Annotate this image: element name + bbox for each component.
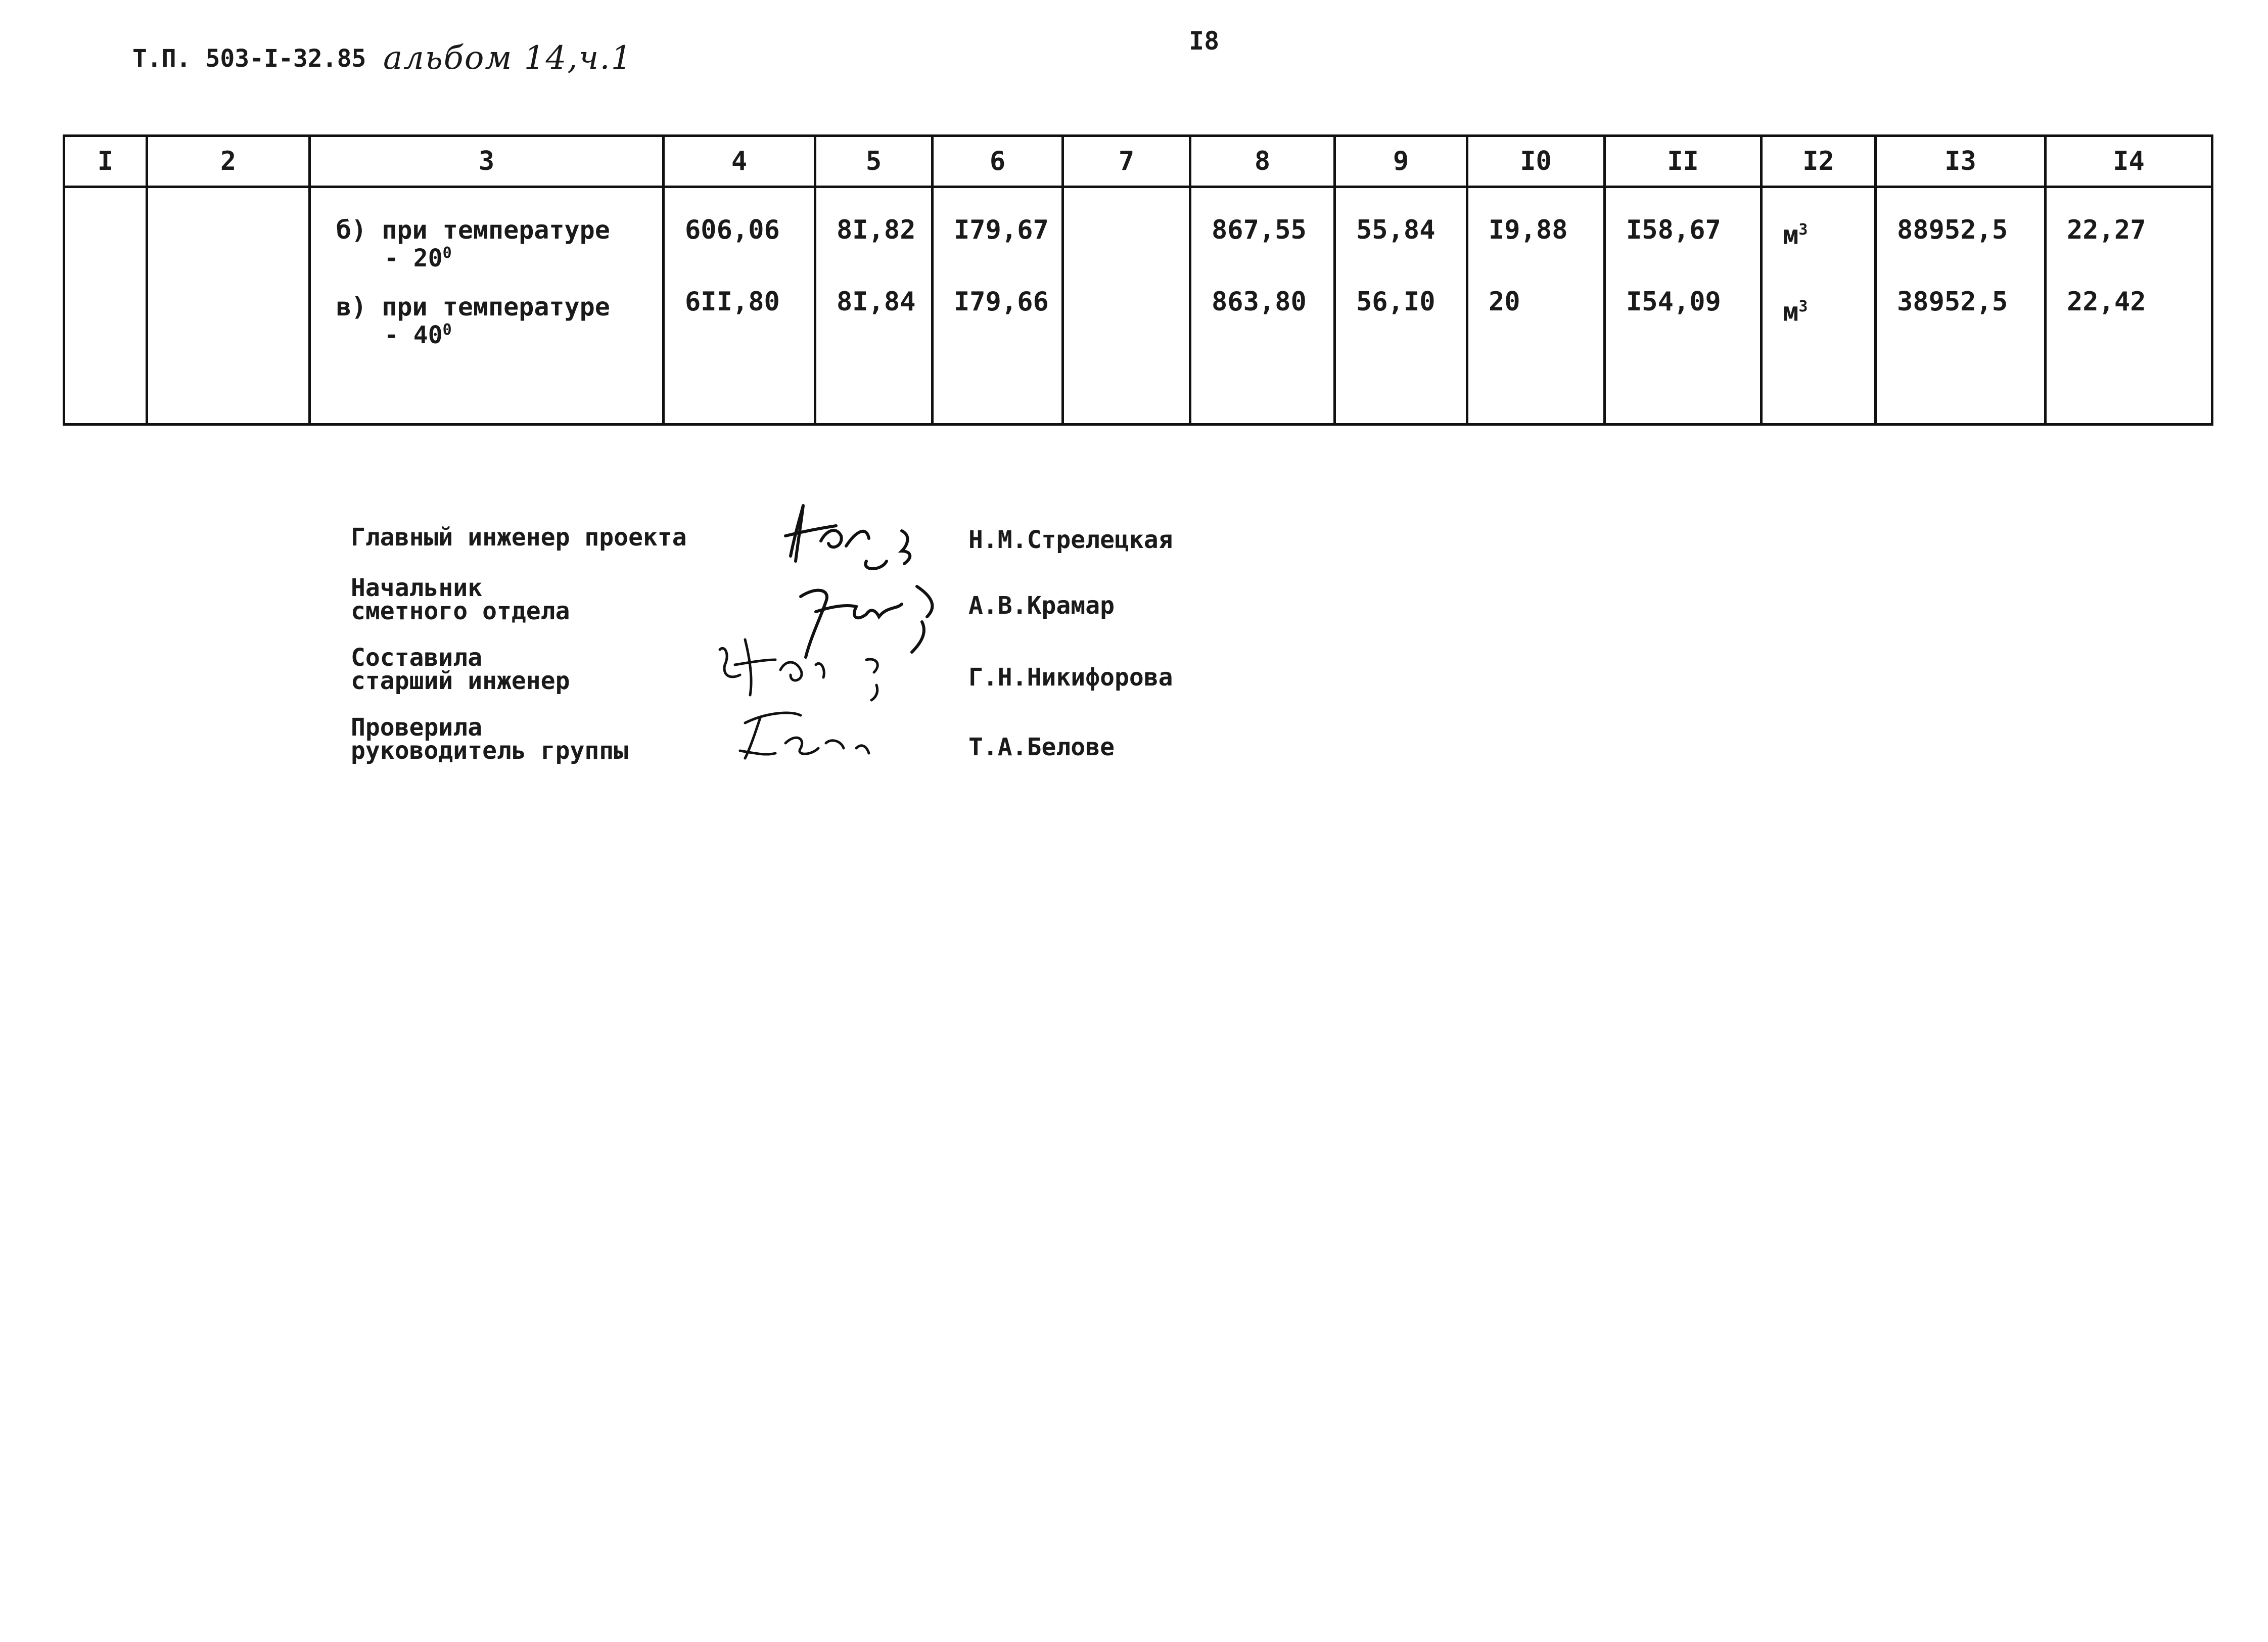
- column-number: 4: [664, 136, 815, 187]
- signatory-title: [351, 523, 687, 552]
- temperature-value: - 40: [384, 321, 443, 349]
- value: I58,67: [1626, 215, 1721, 245]
- column-number: 2: [147, 136, 310, 187]
- table-body-row: [64, 187, 2212, 425]
- signatory-title: [351, 646, 570, 693]
- cell-col-1: [64, 187, 147, 425]
- cell-col-8: [1190, 187, 1335, 425]
- item-row-b: [336, 215, 662, 272]
- value: 8I,84: [837, 287, 916, 317]
- column-number: I0: [1467, 136, 1605, 187]
- degree-mark: 0: [442, 321, 452, 339]
- column-number: 3: [310, 136, 664, 187]
- cell-col-10: [1467, 187, 1605, 425]
- signatory-name: А.В.Крамар: [968, 591, 1115, 620]
- column-number: I: [64, 136, 147, 187]
- cell-col-2: [147, 187, 310, 425]
- estimate-table: [63, 134, 2213, 426]
- unit: [1783, 218, 1874, 251]
- value: 56,I0: [1356, 287, 1436, 317]
- cell-col-12: [1762, 187, 1876, 425]
- value: 20: [1489, 287, 1520, 317]
- cell-col-4: [664, 187, 815, 425]
- handwritten-signature-3: [715, 629, 907, 705]
- cell-col-11: [1605, 187, 1762, 425]
- value: 606,06: [685, 215, 780, 245]
- value: 88952,5: [1897, 215, 2008, 245]
- column-number: I2: [1762, 136, 1876, 187]
- unit-text: м: [1783, 220, 1799, 251]
- value: 6II,80: [685, 287, 780, 317]
- column-number: 5: [815, 136, 933, 187]
- cell-col-13: [1876, 187, 2046, 425]
- signatory-title: [351, 576, 570, 623]
- value: 8I,82: [837, 215, 916, 245]
- value: 863,80: [1212, 287, 1307, 317]
- item-row-v: [336, 292, 662, 349]
- item-text: в) при температуре: [336, 292, 610, 322]
- title-line: Проверила: [351, 713, 483, 742]
- degree-mark: 0: [442, 244, 452, 262]
- unit-exponent: 3: [1798, 298, 1808, 316]
- column-number: 6: [933, 136, 1063, 187]
- value: I79,66: [954, 287, 1049, 317]
- signatory-name: Г.Н.Никифорова: [968, 663, 1173, 692]
- value: 22,42: [2067, 287, 2146, 317]
- value: I9,88: [1489, 215, 1568, 245]
- handwritten-signature-1: [780, 500, 932, 576]
- signatory-name: Т.А.Белове: [968, 733, 1115, 761]
- signatory-name: Н.М.Стрелецкая: [968, 526, 1173, 554]
- title-line: Главный инженер проекта: [351, 523, 687, 552]
- column-number: 9: [1335, 136, 1467, 187]
- unit-text: м: [1783, 297, 1799, 328]
- cell-col-9: [1335, 187, 1467, 425]
- album-handwritten-note: альбом 14,ч.1: [383, 39, 633, 77]
- column-number: 8: [1190, 136, 1335, 187]
- cell-item-description: [310, 187, 664, 425]
- column-number: II: [1605, 136, 1762, 187]
- value: 38952,5: [1897, 287, 2008, 317]
- temperature-value: - 20: [384, 244, 443, 272]
- cell-col-7: [1063, 187, 1190, 425]
- value: I54,09: [1626, 287, 1721, 317]
- signatory-title: [351, 713, 629, 765]
- page-number: I8: [1189, 26, 1220, 56]
- value: I79,67: [954, 215, 1049, 245]
- item-temperature: [384, 242, 662, 270]
- value: 55,84: [1356, 215, 1436, 245]
- value: 867,55: [1212, 215, 1307, 245]
- handwritten-signature-4: [725, 703, 887, 768]
- unit: [1783, 295, 1874, 328]
- title-line: руководитель группы: [351, 737, 629, 765]
- item-temperature: [384, 318, 662, 347]
- document-code: Т.П. 503-I-32.85: [132, 44, 366, 73]
- column-number: I3: [1876, 136, 2046, 187]
- cell-col-5: [815, 187, 933, 425]
- title-line: Составила: [351, 644, 483, 672]
- item-text: б) при температуре: [336, 215, 610, 245]
- title-line: старший инженер: [351, 667, 570, 695]
- column-number-row: [64, 136, 2212, 187]
- unit-exponent: 3: [1798, 221, 1808, 239]
- value: 22,27: [2067, 215, 2146, 245]
- column-number: 7: [1063, 136, 1190, 187]
- cell-col-6: [933, 187, 1063, 425]
- cell-col-14: [2046, 187, 2212, 425]
- title-line: сметного отдела: [351, 597, 570, 625]
- title-line: Начальник: [351, 574, 483, 602]
- column-number: I4: [2046, 136, 2212, 187]
